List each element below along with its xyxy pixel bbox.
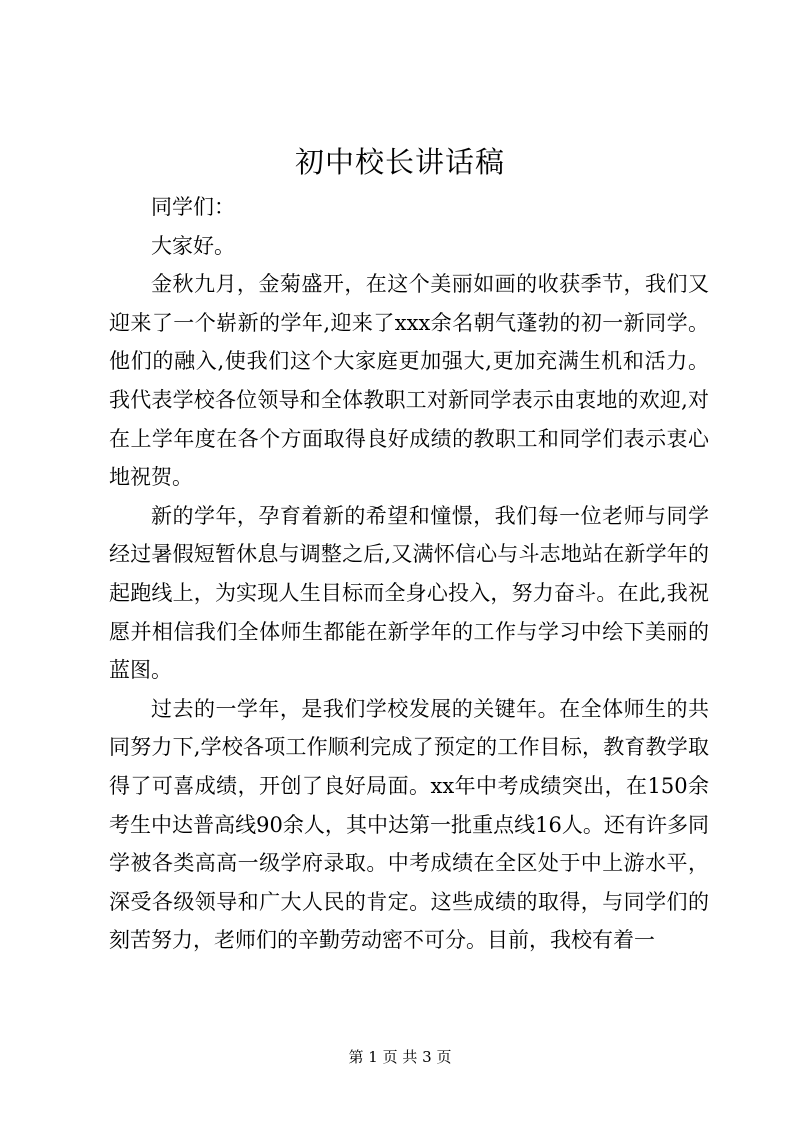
- document-body: [109, 188, 709, 960]
- greeting: 大家好。: [151, 233, 235, 258]
- paragraph-new-year: 新的学年，孕育着新的希望和憧憬，我们每一位老师与同学经过暑假短暂休息与调整之后,又满怀信心与斗志地站在新学年的起跑线上，为实现人生目标而全身心投入，努力奋斗。在此,我祝愿并相信我们全体师生都能在新学年的工作与学习中绘下美丽的蓝图。: [109, 503, 709, 683]
- page-footer: 第 1 页 共 3 页: [348, 1048, 452, 1066]
- paragraph-welcome: 金秋九月，金菊盛开，在这个美丽如画的收获季节，我们又迎来了一个崭新的学年,迎来了xxx余名朝气蓬勃的初一新同学。他们的融入,使我们这个大家庭更加强大,更加充满生机和活力。我代表学校各位领导和全体教职工对新同学表示由衷地的欢迎,对在上学年度在各个方面取得良好成绩的教职工和同学们表示衷心地祝贺。: [109, 272, 709, 490]
- paragraph-review: 过去的一学年，是我们学校发展的关键年。在全体师生的共同努力下,学校各项工作顺利完成了预定的工作目标，教育教学取得了可喜成绩，开创了良好局面。xx年中考成绩突出，在150余考生中达普高线90余人，其中达第一批重点线16人。还有许多同学被各类高高一级学府录取。中考成绩在全区处于中上游水平，深受各级领导和广大人民的肯定。这些成绩的取得，与同学们的刻苦努力，老师们的辛勤劳动密不可分。目前，我校有着一: [109, 696, 709, 953]
- page-title: 初中校长讲话稿: [294, 145, 505, 179]
- salutation: 同学们：: [151, 195, 235, 219]
